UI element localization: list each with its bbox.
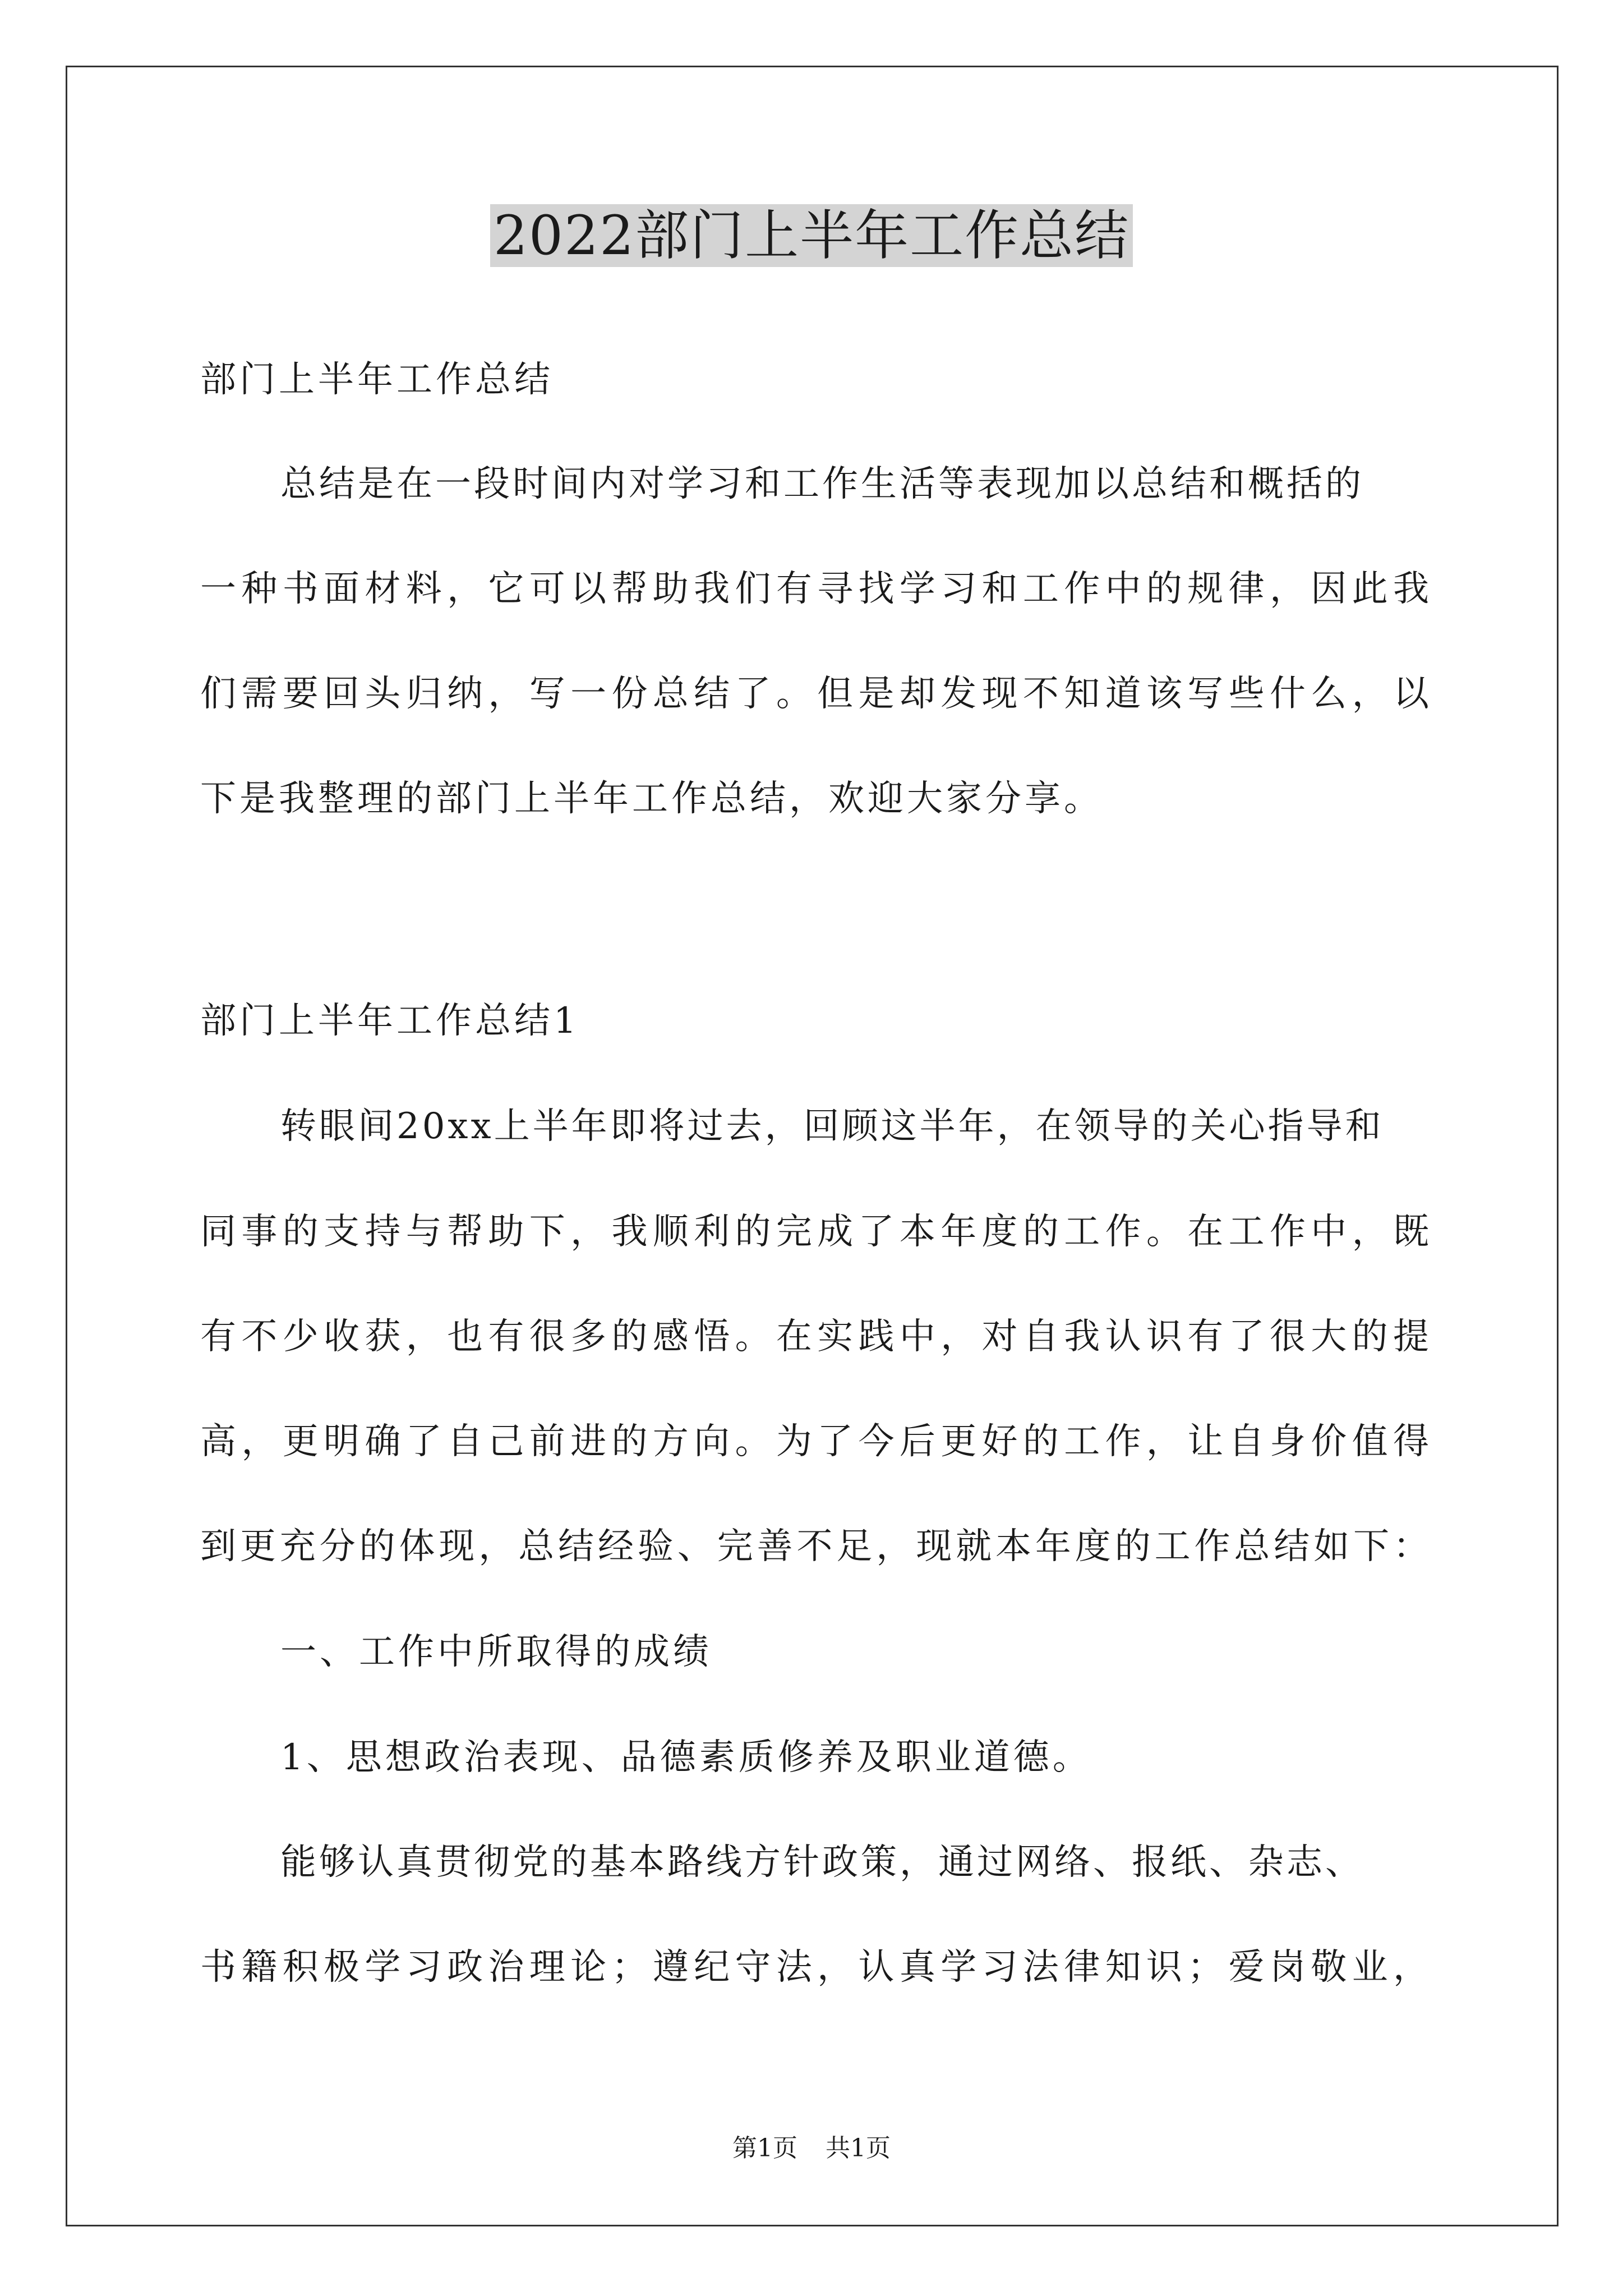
body-line-5: 到更充分的体现，总结经验、完善不足，现就本年度的工作总结如下： [200, 1526, 1431, 1567]
page-number: 第1页 [732, 2134, 797, 2162]
closing-line-2: 书籍积极学习政治理论；遵纪守法，认真学习法律知识；爱岗敬业， [200, 1947, 1431, 1988]
document-title [0, 194, 1623, 278]
intro-line-4: 下是我整理的部门上半年工作总结，欢迎大家分享。 [200, 778, 1103, 820]
body-line-1: 转眼间20xx上半年即将过去，回顾这半年，在领导的关心指导和 [280, 1106, 1384, 1147]
page-footer [0, 2132, 1623, 2165]
sub-item: 1、思想政治表现、品德素质修养及职业道德。 [280, 1737, 1092, 1778]
section-heading: 部门上半年工作总结1 [200, 1000, 580, 1042]
intro-line-1: 总结是在一段时间内对学习和工作生活等表现加以总结和概括的 [280, 463, 1364, 505]
intro-line-2: 一种书面材料，它可以帮助我们有寻找学习和工作中的规律，因此我 [200, 568, 1431, 610]
subheading: 部门上半年工作总结 [200, 359, 554, 401]
body-line-4: 高，更明确了自己前进的方向。为了今后更好的工作，让自身价值得 [200, 1421, 1431, 1462]
closing-line-1: 能够认真贯彻党的基本路线方针政策，通过网络、报纸、杂志、 [280, 1842, 1364, 1883]
item-heading: 一、工作中所取得的成绩 [280, 1631, 712, 1673]
body-line-2: 同事的支持与帮助下，我顺利的完成了本年度的工作。在工作中，既 [200, 1211, 1431, 1253]
page-total: 共1页 [826, 2134, 891, 2162]
document-title-text: 2022部门上半年工作总结 [490, 204, 1133, 267]
body-line-3: 有不少收获，也有很多的感悟。在实践中，对自我认识有了很大的提 [200, 1316, 1431, 1358]
intro-line-3: 们需要回头归纳，写一份总结了。但是却发现不知道该写些什么，以 [200, 673, 1431, 715]
